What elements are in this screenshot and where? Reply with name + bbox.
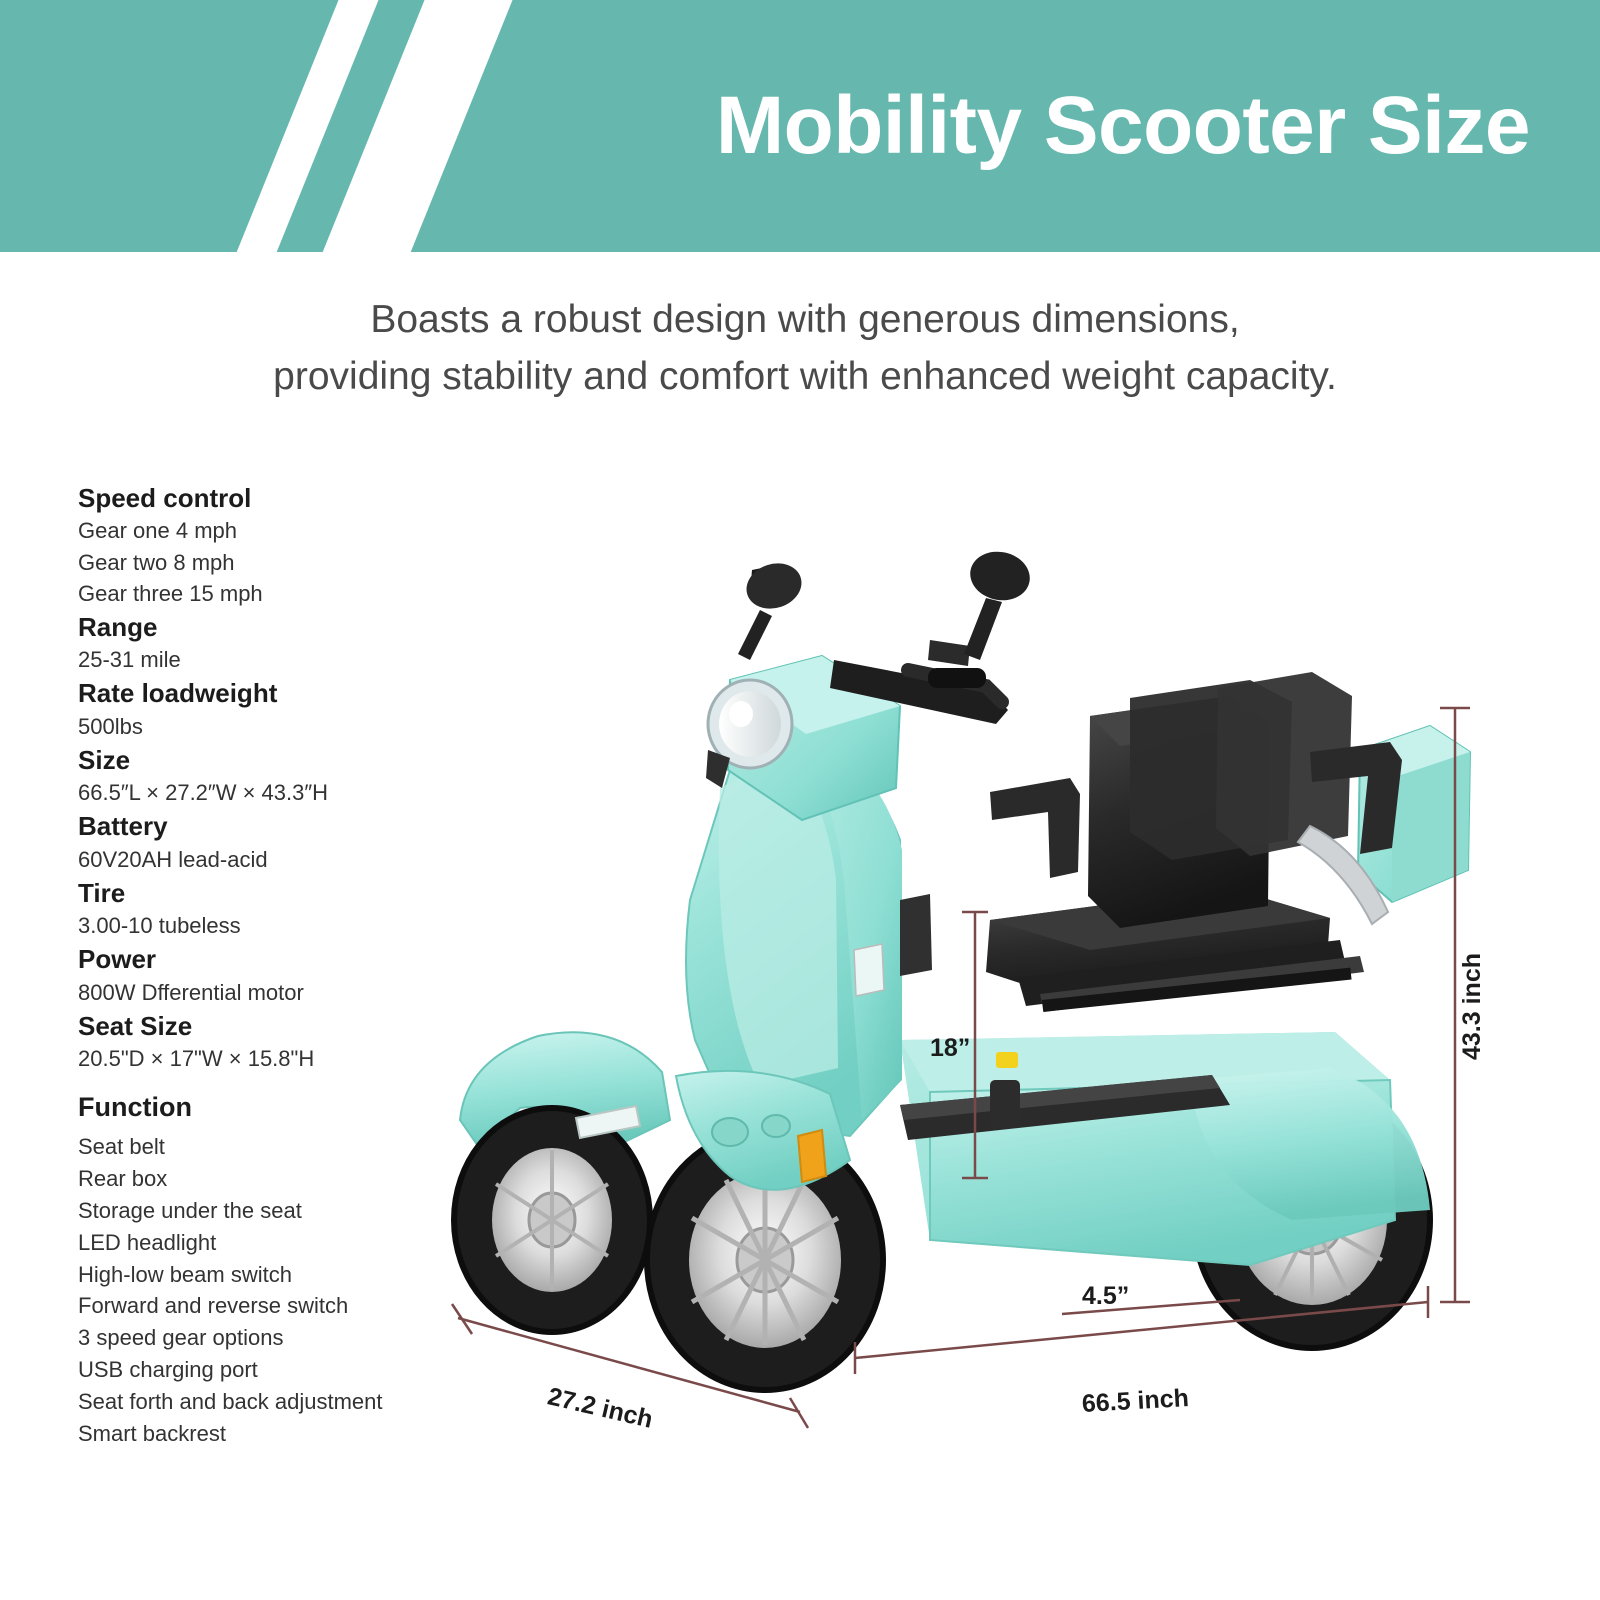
spec-title: Battery bbox=[78, 811, 168, 842]
function-item: 3 speed gear options bbox=[78, 1325, 284, 1351]
spec-group-range bbox=[78, 611, 478, 676]
spec-group-tire bbox=[78, 877, 478, 942]
function-item: Seat forth and back adjustment bbox=[78, 1389, 383, 1415]
subtitle-line-1: Boasts a robust design with generous dimensions, bbox=[370, 298, 1240, 341]
mirror-left bbox=[738, 556, 807, 660]
dimension-label-length: 66.5 inch bbox=[1081, 1384, 1190, 1418]
function-item: Rear box bbox=[78, 1165, 168, 1191]
function-list-title: Function bbox=[78, 1092, 192, 1122]
mirror-right bbox=[964, 546, 1034, 660]
page-title: Mobility Scooter Size bbox=[715, 80, 1530, 171]
product-image-mobility-scooter bbox=[430, 520, 1490, 1400]
spec-title: Range bbox=[78, 611, 158, 642]
subtitle bbox=[60, 292, 1550, 405]
spec-title: Tire bbox=[78, 877, 126, 908]
spec-value: 60V20AH lead-acid bbox=[78, 846, 268, 872]
spec-value: 500lbs bbox=[78, 713, 143, 739]
spec-group-power bbox=[78, 943, 478, 1008]
dimension-label-height: 43.3 inch bbox=[1458, 953, 1486, 1060]
function-item: Seat belt bbox=[78, 1134, 165, 1159]
subtitle-line-2: providing stability and comfort with enhanced weight capacity. bbox=[273, 354, 1337, 398]
spec-title: Power bbox=[78, 944, 157, 975]
spec-value: 3.00-10 tubeless bbox=[78, 913, 241, 939]
spec-value: Gear one 4 mph bbox=[78, 518, 237, 544]
spec-value: 800W Dfferential motor bbox=[78, 979, 304, 1005]
function-item: Smart backrest bbox=[78, 1421, 226, 1447]
spec-group-battery bbox=[78, 810, 478, 875]
dimension-label-seat-height: 18” bbox=[930, 1034, 971, 1062]
spec-value: Gear two 8 mph bbox=[78, 549, 235, 575]
function-item: Storage under the seat bbox=[78, 1197, 302, 1223]
spec-title: Speed control bbox=[78, 483, 252, 513]
spec-title: Rate loadweight bbox=[78, 678, 278, 709]
header-banner bbox=[0, 0, 1600, 252]
dimension-label-width: 27.2 inch bbox=[544, 1382, 656, 1434]
spec-value: 25-31 mile bbox=[78, 647, 181, 673]
dimension-label-ground-clearance: 4.5” bbox=[1082, 1282, 1130, 1310]
function-item: High-low beam switch bbox=[78, 1261, 292, 1287]
seat-assembly bbox=[986, 672, 1402, 1012]
function-item: USB charging port bbox=[78, 1357, 258, 1383]
specification-list bbox=[78, 482, 478, 1076]
spec-value: 66.5″L × 27.2″W × 43.3″H bbox=[78, 780, 329, 806]
spec-group-size bbox=[78, 744, 478, 809]
spec-value: Gear three 15 mph bbox=[78, 580, 263, 606]
spec-group-seat-size bbox=[78, 1010, 478, 1075]
function-item: LED headlight bbox=[78, 1229, 217, 1255]
function-item: Forward and reverse switch bbox=[78, 1293, 349, 1319]
spec-group-speed-control bbox=[78, 482, 478, 609]
spec-title: Seat Size bbox=[78, 1010, 193, 1041]
spec-group-rate-loadweight bbox=[78, 677, 478, 742]
spec-title: Size bbox=[78, 744, 131, 775]
front-wheel-left bbox=[454, 1108, 650, 1332]
spec-value: 20.5"D × 17"W × 15.8"H bbox=[78, 1046, 315, 1072]
